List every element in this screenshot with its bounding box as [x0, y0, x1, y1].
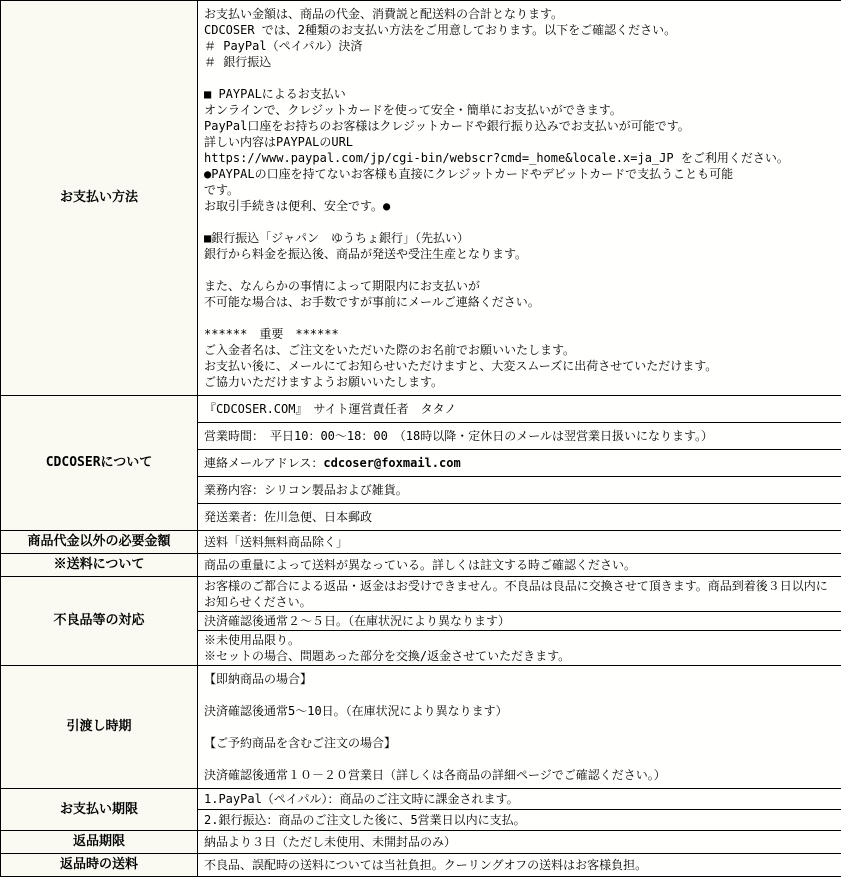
row-label-defects: 不良品等の対応 [1, 577, 198, 666]
row-content-shipping [198, 554, 841, 577]
row-content-delivery [198, 666, 841, 789]
row-label-delivery: 引渡し時期 [1, 666, 198, 789]
defects-notes: ※未使用品限り。 ※セットの場合、問題あった部分を交換/返金させていただきます。 [198, 631, 841, 665]
row-content-return-shipping [198, 854, 841, 877]
table-row-payment-deadline [1, 789, 841, 831]
row-label-shipping: ※送料について [1, 554, 198, 577]
extra-fee-text: 送料「送料無料商品除く」 [198, 531, 841, 553]
row-label-payment-method: お支払い方法 [1, 1, 198, 396]
table-row-payment-method [1, 1, 841, 396]
about-operator: 『CDCOSER.COM』 サイト運営責任者 タタノ [198, 396, 841, 423]
return-deadline-text: 納品より３日（ただし未使用、未開封品のみ） [198, 831, 841, 853]
contact-label: 連絡メールアドレス： [204, 456, 323, 470]
table-row-about [1, 396, 841, 531]
row-content-return-deadline [198, 831, 841, 854]
row-content-about [198, 396, 841, 531]
row-content-defects [198, 577, 841, 666]
row-label-about: CDCOSERについて [1, 396, 198, 531]
table-row-extra-fee [1, 531, 841, 554]
table-row-return-shipping [1, 854, 841, 877]
row-content-extra-fee [198, 531, 841, 554]
table-row-return-deadline [1, 831, 841, 854]
delivery-text: 【即納商品の場合】 決済確認後通常5～10日。（在庫状況により異なります） 【ご予約商品を含むご注文の場合】 決済確認後通常１０－２０営業日（詳しくは各商品の詳細ページでご確認ください。） [198, 666, 841, 788]
payment-method-text: お支払い金額は、商品の代金、消費説と配送料の合計となります。 CDCOSER では、2種類のお支払い方法をご用意しております。以下をご確認ください。 ＃ PayPal（ペイパル）決済 ＃ 銀行振込 ■ PAYPALによるお支払い オンラインで、クレジットカードを使って安全・簡単にお支払いができます。 PayPal口座をお持ちのお客様はクレジットカードや銀行振り込みでお支払いが可能です。 詳しい内容はPAYPALのURL https://www.paypal.com/jp/cgi-bin/webscr?cmd=_home&locale.x=ja_JP をご利用ください。 ●PAYPALの口座を持てないお客様も直接にクレジットカードやデビットカードで支払うことも可能 です。 お取引手続きは便利、安全です。● ■銀行振込「ジャパン ゆうちょ銀行」（先払い） 銀行から料金を振込後、商品が発送や受注生産となります。 また、なんらかの事情によって期限内にお支払いが 不可能な場合は、お手数ですが事前にメールご連絡ください。 ****** 重要 ****** ご入金者名は、ご注文をいただいた際のお名前でお願いいたします。 お支払い後に、メールにてお知らせいただけますと、大変スムーズに出荷させていただけます。 ご協力いただけますようお願いいたします。 [198, 1, 841, 395]
contact-email: cdcoser@foxmail.com [323, 456, 460, 470]
table-row-shipping [1, 554, 841, 577]
about-hours: 営業時間： 平日10：00～18：00 （18時以降・定休日のメールは翌営業日扱いになります。） [198, 423, 841, 450]
row-label-extra-fee: 商品代金以外の必要金額 [1, 531, 198, 554]
row-label-payment-deadline: お支払い期限 [1, 789, 198, 831]
row-label-return-shipping: 返品時の送料 [1, 854, 198, 877]
about-contact [198, 450, 841, 477]
return-shipping-text: 不良品、誤配時の送料については当社負担。クーリングオフの送料はお客様負担。 [198, 854, 841, 876]
row-label-return-deadline: 返品期限 [1, 831, 198, 854]
table-row-delivery [1, 666, 841, 789]
defects-policy: お客様のご都合による返品・返金はお受けできません。不良品は良品に交換させて頂きます。商品到着後３日以内にお知らせください。 [198, 577, 841, 612]
shipping-text: 商品の重量によって送料が異なっている。詳しくは註文する時ご確認ください。 [198, 554, 841, 576]
defects-processing-time: 決済確認後通常２～５日。（在庫状況により異なります） [198, 612, 841, 631]
deadline-bank: 2.銀行振込：商品のご注文した後に、5営業日以内に支払。 [198, 810, 841, 830]
about-business: 業務内容：シリコン製品および雑貨。 [198, 477, 841, 504]
row-content-payment-deadline [198, 789, 841, 831]
about-shipper: 発送業者：佐川急便、日本郵政 [198, 504, 841, 530]
row-content-payment-method [198, 1, 841, 396]
table-row-defects [1, 577, 841, 666]
deadline-paypal: 1.PayPal（ペイパル）：商品のご注文時に課金されます。 [198, 789, 841, 810]
